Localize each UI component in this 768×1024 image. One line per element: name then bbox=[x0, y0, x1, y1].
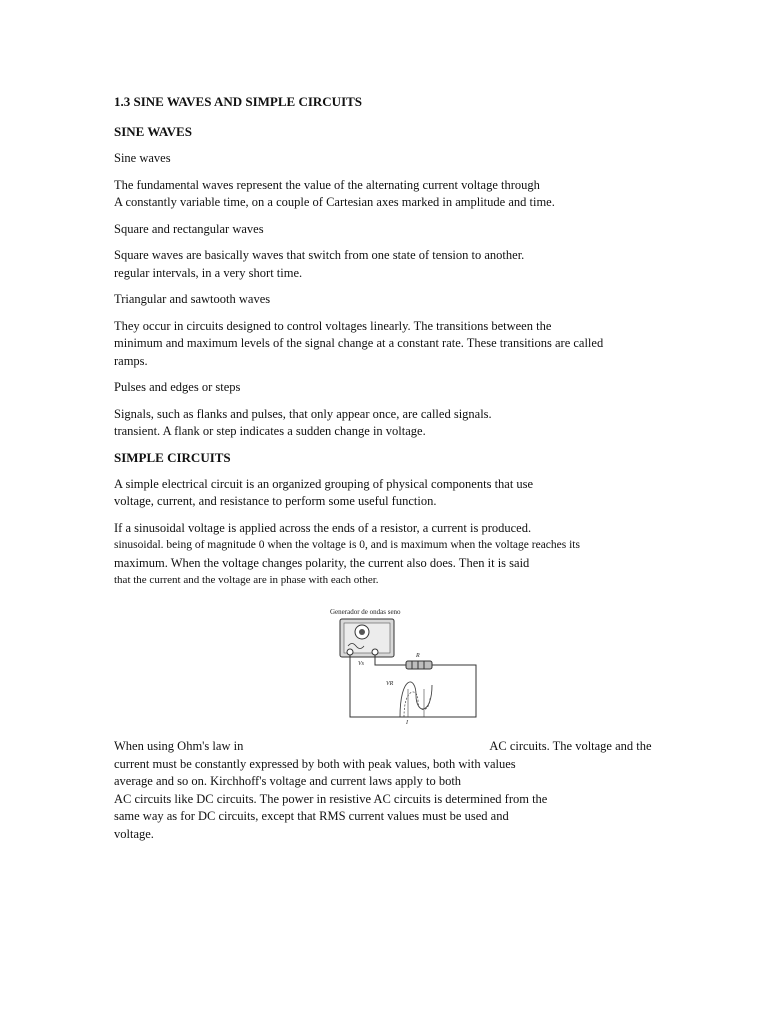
ohm-first-left: When using Ohm's law in bbox=[114, 739, 244, 753]
text-line: regular intervals, in a very short time. bbox=[114, 265, 303, 280]
square-paragraph bbox=[114, 247, 684, 282]
text-line: A simple electrical circuit is an organized grouping of physical components that use bbox=[114, 476, 534, 491]
sine-waves-heading: SINE WAVES bbox=[114, 124, 192, 139]
text-line: average and so on. Kirchhoff's voltage and current laws apply to both bbox=[114, 774, 462, 788]
text-line: minimum and maximum levels of the signal change at a constant rate. These transitions are called bbox=[114, 336, 604, 350]
sine-subtitle: Sine waves bbox=[114, 151, 171, 165]
vr-label: VR bbox=[386, 681, 394, 687]
i-label: I bbox=[406, 720, 408, 725]
text-line: Square waves are basically waves that switch from one state of tension to another. bbox=[114, 248, 525, 262]
pulses-subtitle: Pulses and edges or steps bbox=[114, 380, 241, 394]
voltage-wave bbox=[400, 682, 432, 717]
generator-knob-icon bbox=[359, 629, 365, 635]
terminal-icon bbox=[347, 649, 353, 655]
ohm-first-right: AC circuits. The voltage and the bbox=[489, 739, 652, 753]
document-body bbox=[114, 94, 684, 599]
triangular-subtitle: Triangular and sawtooth waves bbox=[114, 292, 271, 306]
text-line: They occur in circuits designed to control voltages linearly. The transitions between the bbox=[114, 318, 552, 333]
text-line: current must be constantly expressed by both with peak values, both with values bbox=[114, 756, 516, 771]
text-line: that the current and the voltage are in phase with each other. bbox=[114, 574, 379, 586]
text-line: same way as for DC circuits, except that RMS current values must be used and bbox=[114, 809, 509, 823]
text-line: voltage. bbox=[114, 826, 154, 841]
text-line: ramps. bbox=[114, 353, 148, 368]
pulses-paragraph bbox=[114, 406, 684, 441]
text-line: A constantly variable time, on a couple of Cartesian axes marked in amplitude and time. bbox=[114, 195, 555, 209]
text-line: The fundamental waves represent the value of the alternating current voltage through bbox=[114, 177, 540, 192]
text-line: voltage, current, and resistance to perform some useful function. bbox=[114, 494, 437, 508]
resistor-icon bbox=[406, 661, 432, 669]
text-line bbox=[114, 738, 684, 756]
sine-paragraph bbox=[114, 177, 684, 212]
text-line: If a sinusoidal voltage is applied across the ends of a resistor, a current is produced. bbox=[114, 520, 532, 535]
r-label: R bbox=[416, 653, 420, 659]
terminal-icon bbox=[372, 649, 378, 655]
circuits-intro-paragraph bbox=[114, 476, 684, 511]
square-subtitle: Square and rectangular waves bbox=[114, 221, 264, 236]
text-line: Signals, such as flanks and pulses, that only appear once, are called signals. bbox=[114, 406, 492, 421]
figure-caption: Generador de ondas seno bbox=[330, 608, 401, 616]
text-line: AC circuits like DC circuits. The power in resistive AC circuits is determined from the bbox=[114, 791, 548, 806]
vs-label: Vs bbox=[358, 661, 364, 667]
text-line: maximum. When the voltage changes polarity, the current also does. Then it is said bbox=[114, 555, 530, 570]
text-line: transient. A flank or step indicates a sudden change in voltage. bbox=[114, 424, 426, 438]
sine-wave-circuit-figure bbox=[326, 605, 486, 725]
sinusoidal-paragraph bbox=[114, 520, 684, 590]
triangular-paragraph bbox=[114, 318, 684, 371]
text-line: sinusoidal. being of magnitude 0 when the voltage is 0, and is maximum when the voltage reaches its bbox=[114, 539, 580, 551]
ohm-paragraph bbox=[114, 738, 684, 843]
section-title: 1.3 SINE WAVES AND SIMPLE CIRCUITS bbox=[114, 94, 363, 109]
simple-circuits-heading: SIMPLE CIRCUITS bbox=[114, 449, 231, 465]
